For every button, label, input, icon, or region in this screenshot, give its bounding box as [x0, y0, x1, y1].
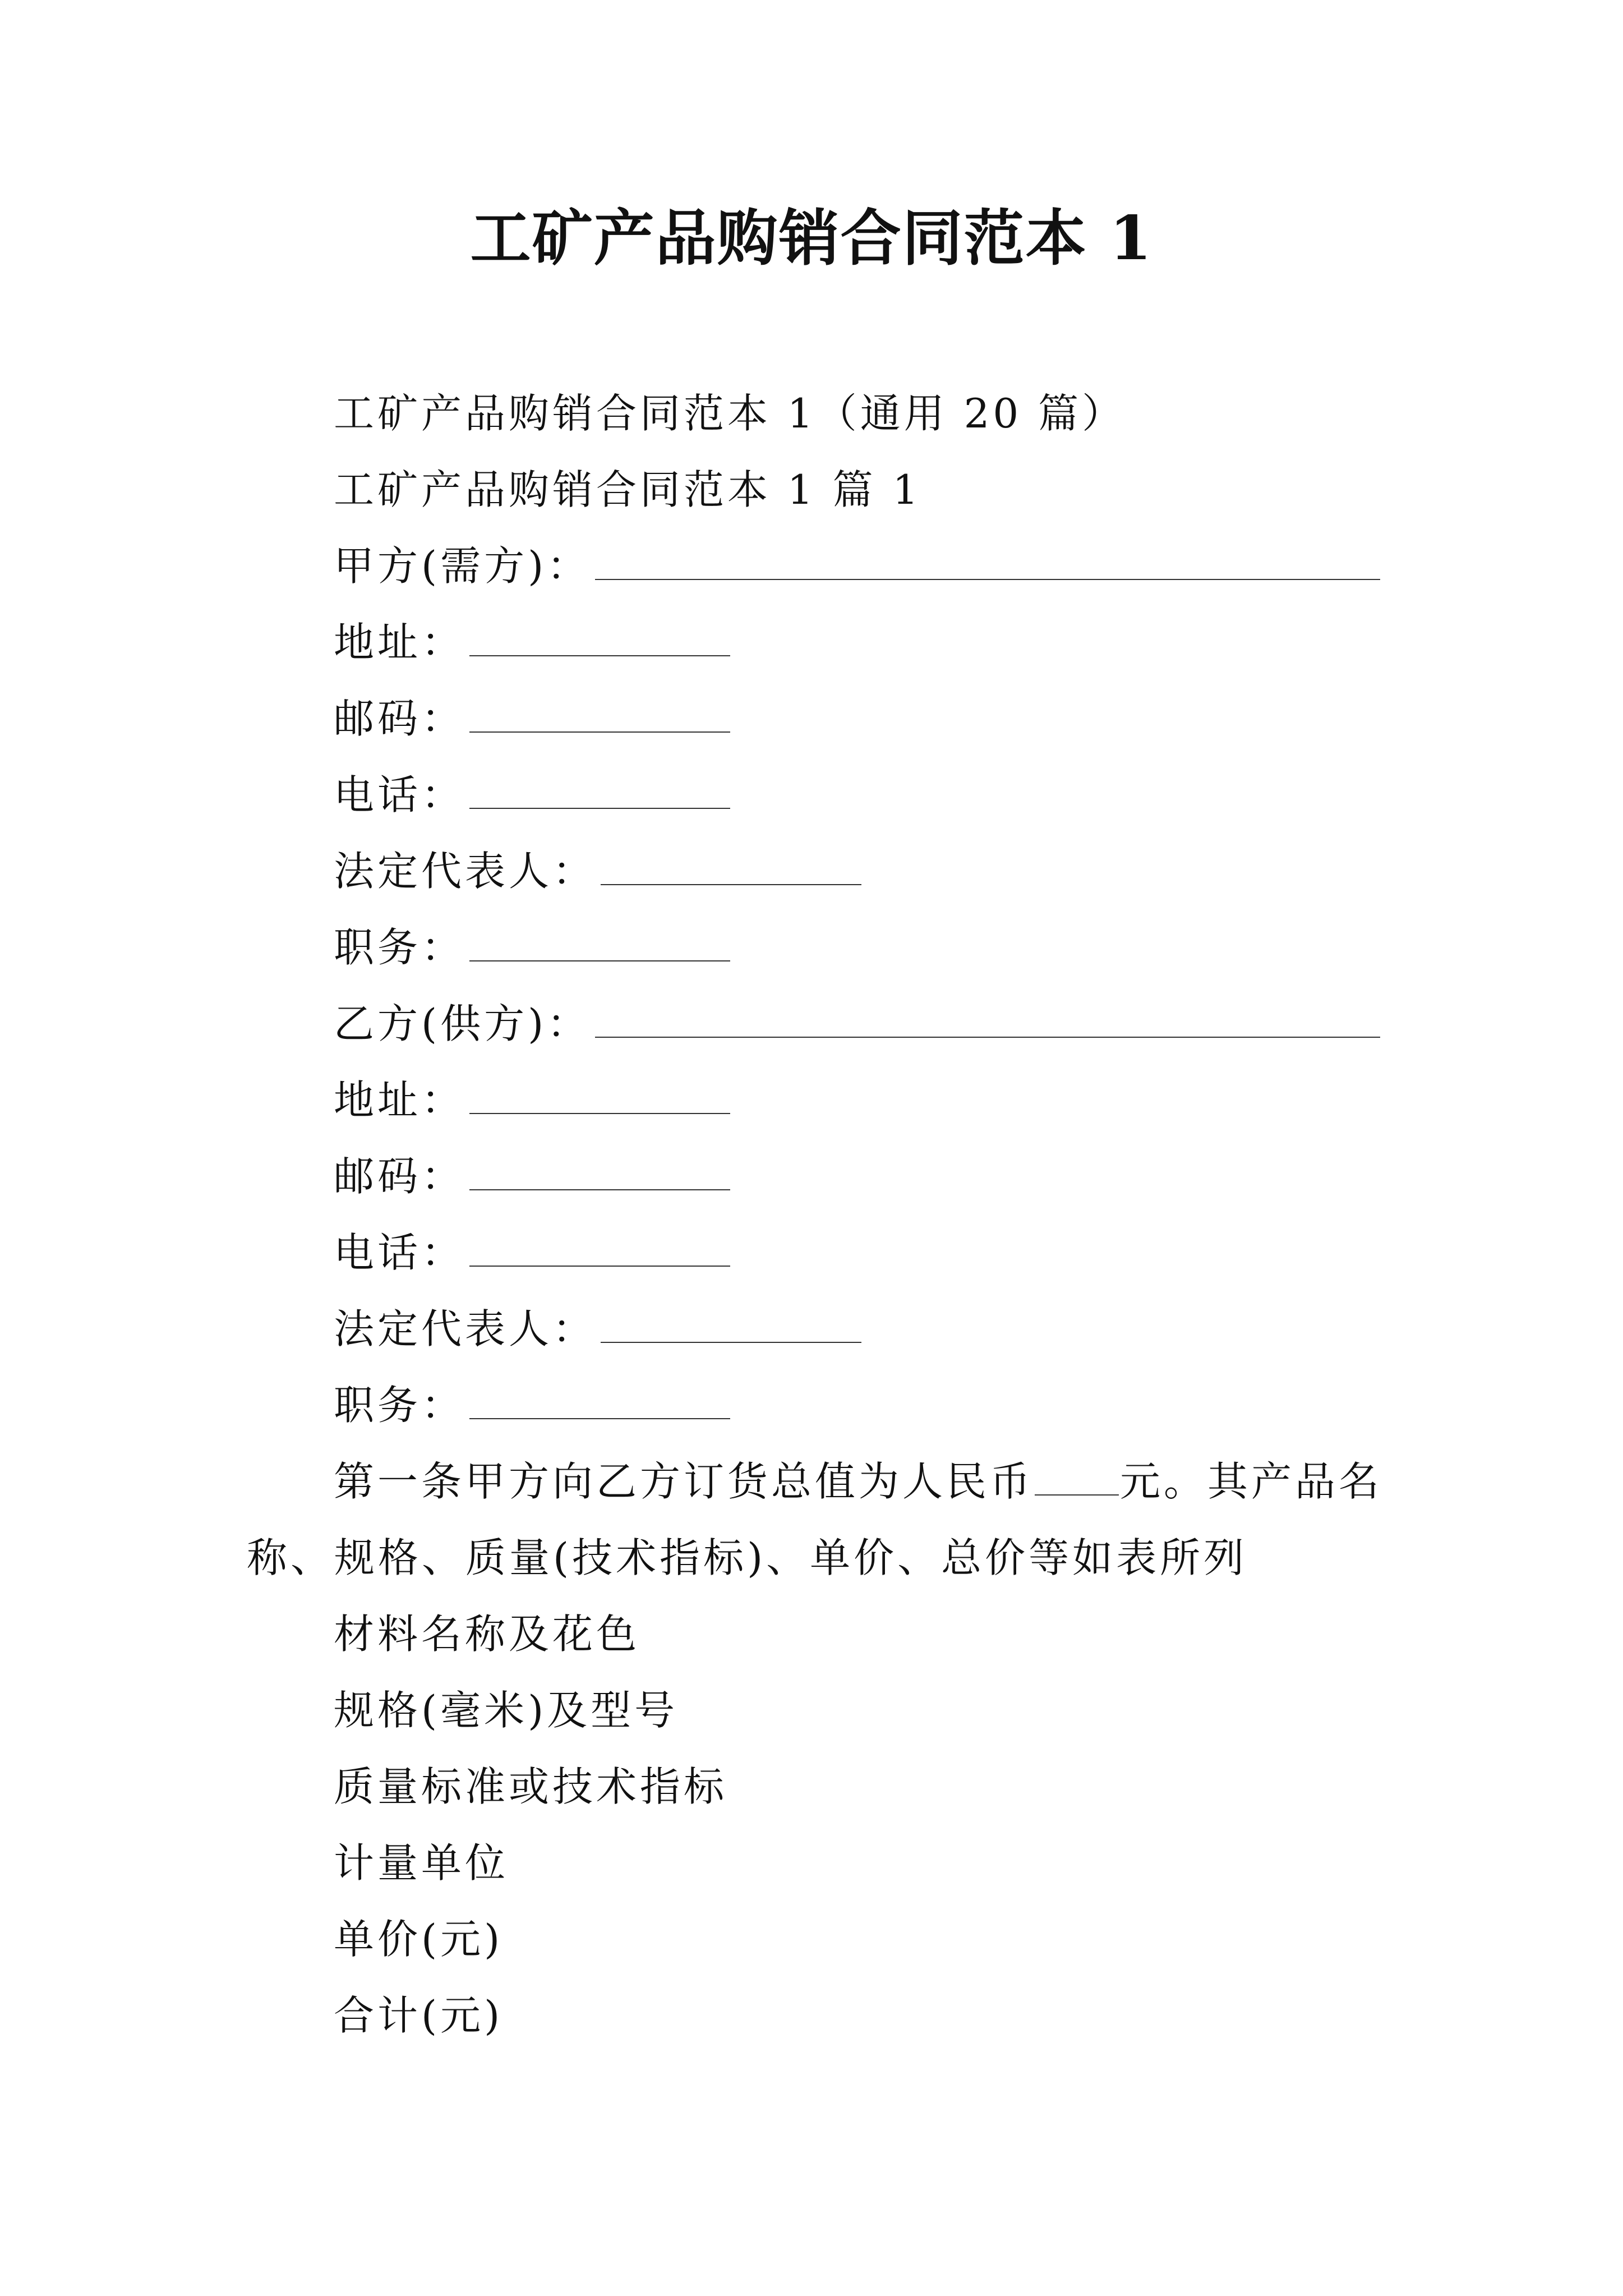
- table-field-unit-price: [334, 1908, 503, 1970]
- party-a-position-line: [334, 917, 730, 978]
- party-a-position-label: 职务：: [334, 924, 465, 971]
- party-b-representative-blank: [601, 1341, 861, 1343]
- party-b-position-label: 职务：: [334, 1382, 465, 1429]
- party-a-postcode-label: 邮码：: [334, 695, 465, 742]
- party-b-postcode-blank: [469, 1189, 730, 1190]
- party-b-position-blank: [469, 1418, 730, 1419]
- party-b-address-label: 地址：: [334, 1076, 465, 1124]
- section-heading-text: 工矿产品购销合同范本 1 篇 1: [334, 466, 922, 513]
- party-b-blank: [595, 1036, 1380, 1038]
- party-a-representative-label: 法定代表人：: [334, 848, 597, 895]
- party-a-postcode-line: [334, 688, 730, 749]
- table-field-total: [334, 1985, 503, 2046]
- article-one-continuation-text: 称、规格、质量(技术指标)、单价、总价等如表所列: [247, 1534, 1248, 1581]
- table-field-unit-text: 计量单位: [334, 1839, 509, 1887]
- party-b-label: 乙方(供方)：: [334, 1000, 591, 1047]
- party-a-label: 甲方(需方)：: [334, 542, 591, 590]
- table-field-unit-price-text: 单价(元): [334, 1916, 504, 1963]
- article-one-text-b: 元。其产品名: [1120, 1458, 1383, 1505]
- party-a-representative-blank: [601, 884, 861, 885]
- party-b-phone-label: 电话：: [334, 1229, 465, 1276]
- party-a-address-line: [334, 611, 730, 673]
- party-b-position-line: [334, 1374, 730, 1436]
- party-b-address-line: [334, 1069, 730, 1131]
- party-b-phone-line: [334, 1222, 730, 1283]
- table-field-total-text: 合计(元): [334, 1992, 504, 2039]
- table-field-quality: [334, 1756, 727, 1818]
- party-a-address-blank: [469, 655, 730, 656]
- party-b-line: [334, 993, 1380, 1055]
- party-a-phone-line: [334, 764, 730, 826]
- party-b-address-blank: [469, 1112, 730, 1114]
- subtitle-text: 工矿产品购销合同范本 1（通用 20 篇）: [334, 390, 1126, 437]
- table-field-unit: [334, 1832, 509, 1894]
- table-field-material-text: 材料名称及花色: [334, 1611, 640, 1658]
- party-b-representative-line: [334, 1298, 861, 1360]
- article-one-line: [334, 1451, 1382, 1512]
- party-a-representative-line: [334, 840, 861, 902]
- party-b-postcode-label: 邮码：: [334, 1153, 465, 1200]
- order-amount-blank: [1035, 1494, 1119, 1496]
- subtitle-line: [334, 383, 1126, 444]
- table-field-spec: [334, 1680, 678, 1741]
- table-field-quality-text: 质量标准或技术指标: [334, 1763, 728, 1810]
- party-b-postcode-line: [334, 1145, 730, 1207]
- table-field-spec-text: 规格(毫米)及型号: [334, 1687, 679, 1734]
- article-one-continuation: [247, 1527, 1247, 1589]
- article-one-text-a: 第一条甲方向乙方订货总值为人民币: [334, 1458, 1034, 1505]
- party-a-position-blank: [469, 960, 730, 961]
- party-a-phone-label: 电话：: [334, 771, 465, 818]
- party-a-blank: [595, 578, 1380, 580]
- party-a-postcode-blank: [469, 731, 730, 733]
- party-b-representative-label: 法定代表人：: [334, 1305, 597, 1352]
- party-a-phone-blank: [469, 807, 730, 809]
- document-title: 工矿产品购销合同范本 1: [470, 203, 1153, 274]
- party-a-address-label: 地址：: [334, 619, 465, 666]
- table-field-material: [334, 1603, 640, 1665]
- section-heading: [334, 459, 921, 521]
- party-a-line: [334, 535, 1380, 597]
- party-b-phone-blank: [469, 1265, 730, 1267]
